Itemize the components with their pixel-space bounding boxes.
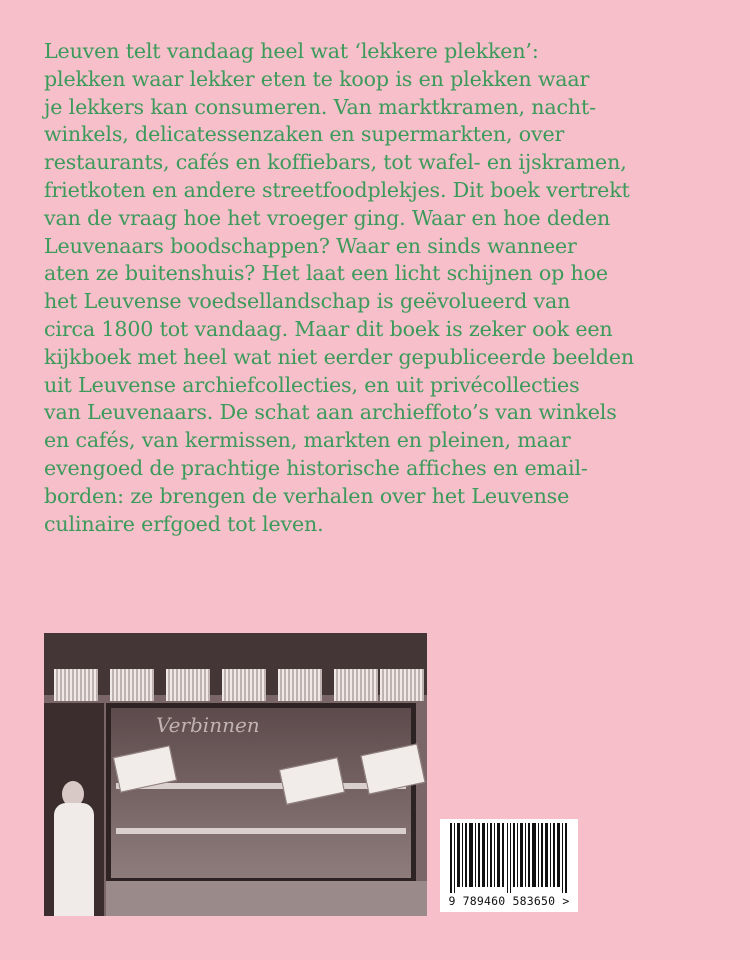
window-curtain	[110, 669, 154, 701]
barcode-bars	[450, 823, 568, 893]
blurb-line: plekken waar lekker eten te koop is en plekken waar	[44, 66, 590, 91]
back-cover-blurb	[44, 38, 724, 538]
isbn-barcode	[440, 819, 578, 912]
blurb-line: je lekkers kan consumeren. Van marktkramen, nacht-	[44, 94, 596, 119]
shopfront-base	[106, 881, 427, 916]
blurb-line: frietkoten en andere streetfoodplekjes. Dit boek vertrekt	[44, 177, 630, 202]
blurb-line: culinaire erfgoed tot leven.	[44, 511, 324, 536]
blurb-line: kijkboek met heel wat niet eerder gepubliceerde beelden	[44, 344, 634, 369]
blurb-line: borden: ze brengen de verhalen over het Leuvense	[44, 483, 570, 508]
blurb-line: Leuvenaars boodschappen? Waar en sinds wanneer	[44, 233, 577, 258]
window-curtain	[380, 669, 424, 701]
blurb-line: van Leuvenaars. De schat aan archieffoto’s van winkels	[44, 400, 617, 425]
window-lettering: Verbinnen	[156, 713, 260, 737]
archive-shopfront-photo	[44, 633, 427, 916]
window-curtain	[278, 669, 322, 701]
blurb-line: en cafés, van kermissen, markten en pleinen, maar	[44, 428, 571, 453]
blurb-line: het Leuvense voedsellandschap is geëvolueerd van	[44, 289, 571, 314]
blurb-line: circa 1800 tot vandaag. Maar dit boek is zeker ook een	[44, 316, 613, 341]
blurb-line: restaurants, cafés en koffiebars, tot wafel- en ijskramen,	[44, 150, 627, 175]
blurb-line: aten ze buitenshuis? Het laat een licht schijnen op hoe	[44, 261, 608, 286]
window-curtain	[222, 669, 266, 701]
blurb-line: uit Leuvense archiefcollecties, en uit privécollecties	[44, 372, 580, 397]
window-curtain	[166, 669, 210, 701]
isbn-digits: 9 789460 583650 >	[448, 894, 570, 908]
blurb-line: winkels, delicatessenzaken en supermarkten, over	[44, 122, 565, 147]
blurb-line: Leuven telt vandaag heel wat ‘lekkere plekken’:	[44, 39, 539, 63]
blurb-line: evengoed de prachtige historische affiches en email-	[44, 455, 588, 480]
blurb-line: van de vraag hoe het vroeger ging. Waar en hoe deden	[44, 205, 611, 230]
window-curtain	[334, 669, 378, 701]
window-shelf	[116, 828, 406, 834]
window-curtain	[54, 669, 98, 701]
shopkeeper-apron	[54, 803, 94, 916]
